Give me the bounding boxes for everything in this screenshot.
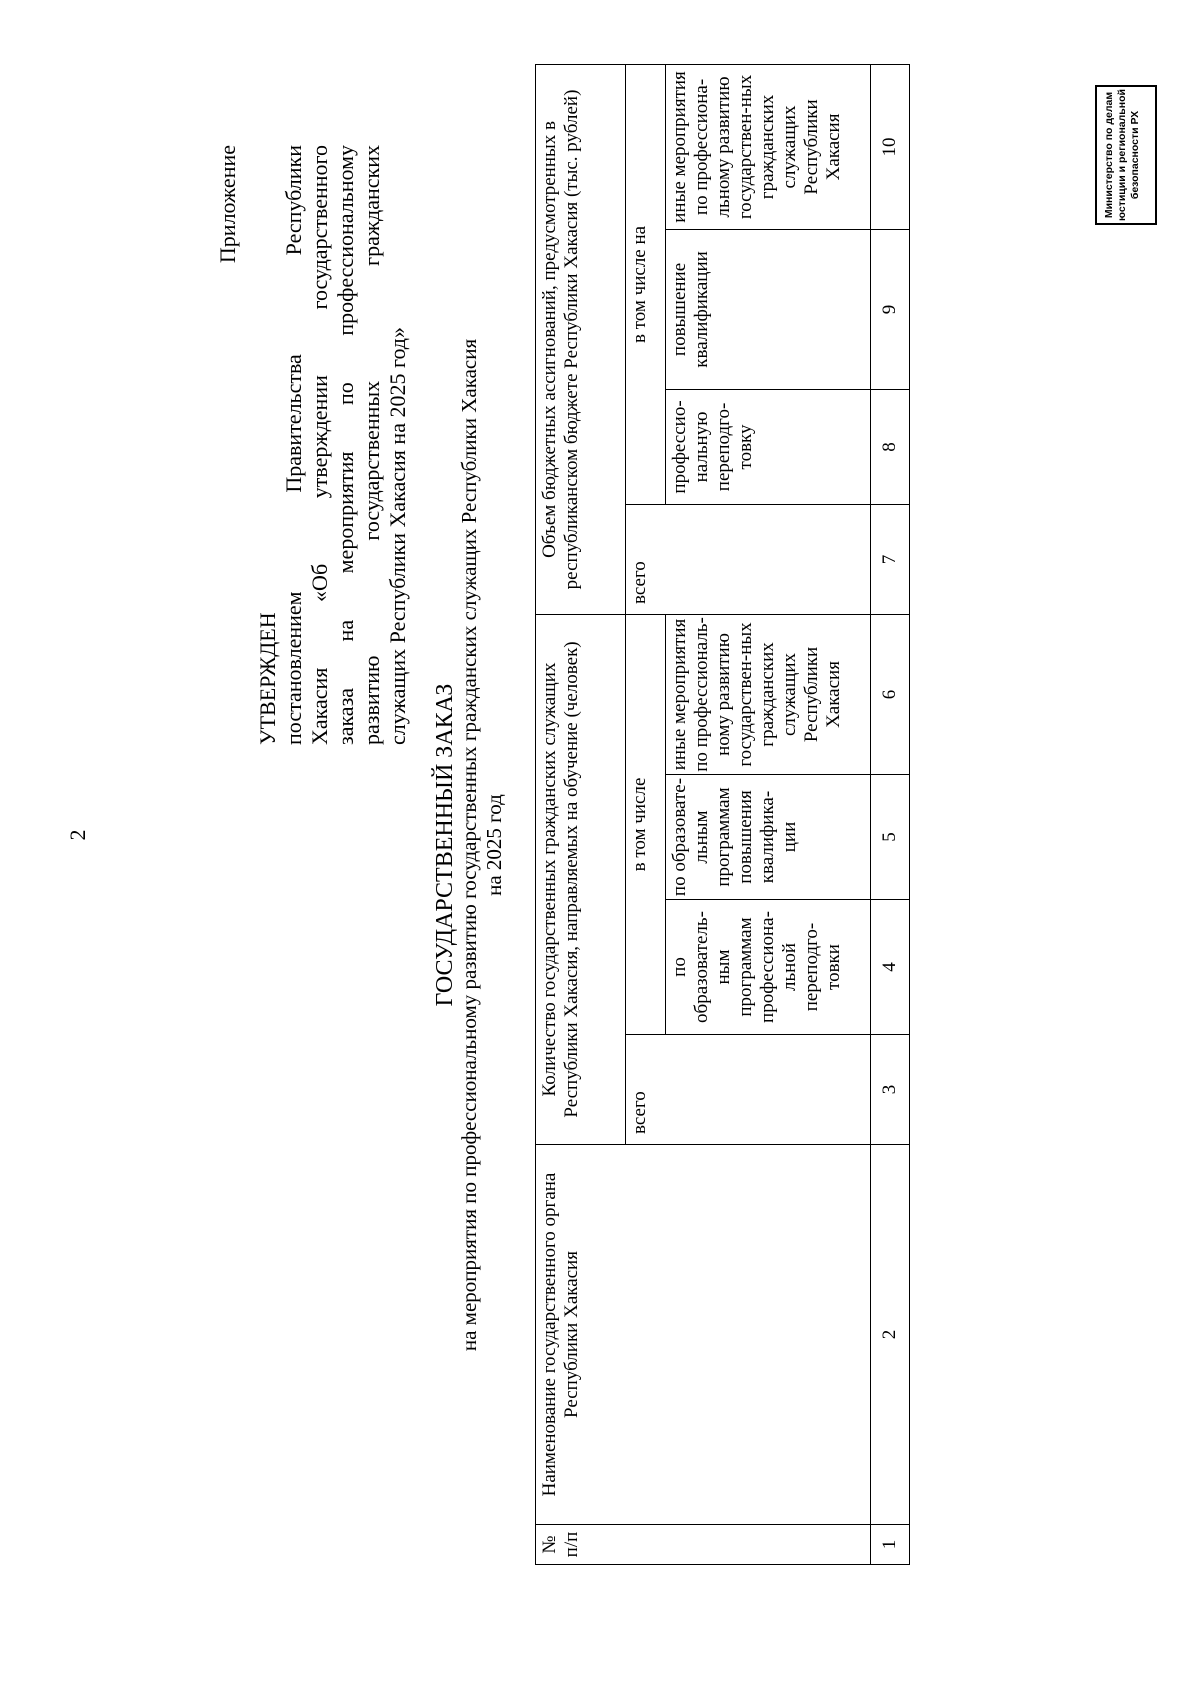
ministry-stamp xyxy=(1095,85,1157,225)
column-number: 3 xyxy=(871,1035,910,1145)
approval-line: развитию государственных гражданских xyxy=(359,145,384,745)
header-people-total: всего xyxy=(626,1035,871,1145)
order-table xyxy=(535,64,910,1565)
landscape-sheet xyxy=(25,65,1175,1625)
header-budget-other: иные мероприятия по профессиона-льному развитию государствен-ных гражданских служащих Республики Хакасия xyxy=(666,64,871,229)
page-number: 2 xyxy=(65,829,90,841)
document-subtitle-line: на мероприятия по профессиональному развитию государственных гражданских служащих Республики Хакасия xyxy=(457,338,481,1352)
column-number: 1 xyxy=(871,1525,910,1565)
column-number: 6 xyxy=(871,614,910,774)
header-people-count: Количество государственных гражданских служащих Республики Хакасия, направляемых на обучение (человек) xyxy=(536,614,626,1144)
header-people-including: в том числе xyxy=(626,614,666,1034)
document-subtitle xyxy=(457,225,507,1465)
header-people-retraining: по образователь-ным программам профессиона-льной переподго-товки xyxy=(666,900,871,1035)
approval-line: служащих Республики Хакасия на 2025 год» xyxy=(385,327,410,745)
document-subtitle-year: на 2025 год xyxy=(482,794,506,896)
column-number: 10 xyxy=(871,64,910,229)
header-budget-retraining: профессио-нальную переподго-товку xyxy=(666,389,871,504)
approved-label: УТВЕРЖДЕН xyxy=(255,612,280,745)
column-number: 5 xyxy=(871,775,910,900)
approval-line: заказа на мероприятия по профессиональному xyxy=(333,145,358,745)
column-number-row xyxy=(871,64,910,1564)
header-people-qualification: по образовате-льным программам повышения квалифика-ции xyxy=(666,775,871,900)
header-agency-name: Наименование государственного органа Республики Хакасия xyxy=(536,1145,871,1525)
header-budget-qualification: повышение квалификации xyxy=(666,229,871,389)
approval-line: Хакасия «Об утверждении государственного xyxy=(307,145,332,745)
column-number: 7 xyxy=(871,504,910,614)
header-people-other: иные мероприятия по профессиональ-ному развитию государствен-ных гражданских служащих Республики Хакасия xyxy=(666,614,871,774)
approval-block xyxy=(215,145,411,745)
approval-line: постановлением Правительства Республики xyxy=(281,145,306,745)
stamp-line: юстиции и региональной xyxy=(1116,89,1128,221)
column-number: 9 xyxy=(871,229,910,389)
stamp-line: безопасности РХ xyxy=(1129,110,1141,200)
header-budget-volume: Объем бюджетных ассигнований, предусмотренных в республиканском бюджете Республики Хакасия (тыс. рублей) xyxy=(536,64,626,614)
column-number: 8 xyxy=(871,389,910,504)
appendix-label: Приложение xyxy=(215,145,240,264)
header-number: № п/п xyxy=(536,1525,871,1565)
column-number: 2 xyxy=(871,1145,910,1525)
stamp-line: Министерство по делам xyxy=(1103,91,1115,219)
document-title: ГОСУДАРСТВЕННЫЙ ЗАКАЗ xyxy=(432,683,458,1007)
header-budget-including: в том числе на xyxy=(626,64,666,504)
column-number: 4 xyxy=(871,900,910,1035)
header-budget-total: всего xyxy=(626,504,871,614)
